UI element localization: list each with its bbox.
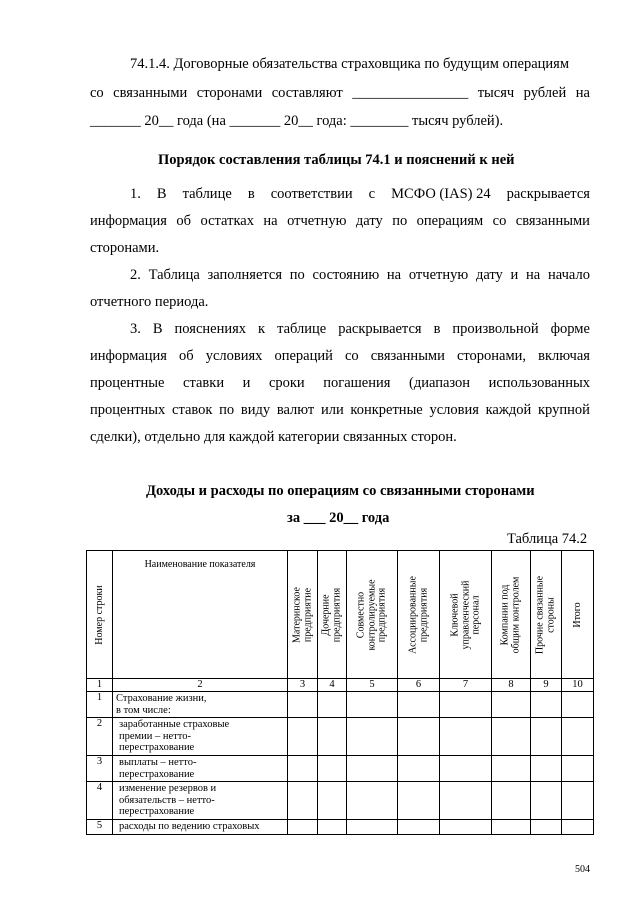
item1-line2 bbox=[90, 213, 590, 230]
header-key-management bbox=[440, 551, 492, 679]
word: со bbox=[492, 213, 507, 229]
table-label: Таблица 74.2 bbox=[507, 531, 588, 547]
value-cell[interactable] bbox=[440, 820, 492, 835]
table-row bbox=[87, 820, 594, 835]
value-cell[interactable] bbox=[440, 692, 492, 718]
value-cell[interactable] bbox=[347, 782, 398, 820]
word: таблице bbox=[277, 321, 327, 337]
word: ставок bbox=[172, 402, 213, 418]
table-period: за ___ 20__ года bbox=[287, 510, 390, 526]
header-line: Материнское bbox=[291, 586, 302, 643]
item3-line5: сделки), отдельно для каждой категории связанных сторон. bbox=[90, 429, 457, 445]
section-heading: Порядок составления таблицы 74.1 и пояснений к ней bbox=[158, 152, 515, 168]
value-cell[interactable] bbox=[531, 782, 562, 820]
word: В bbox=[152, 321, 163, 337]
word: сторонами, bbox=[456, 348, 527, 364]
column-number-row bbox=[87, 679, 594, 692]
word: в bbox=[247, 186, 255, 202]
value-cell[interactable] bbox=[562, 756, 594, 782]
column-number: 10 bbox=[562, 679, 594, 692]
value-cell[interactable] bbox=[492, 756, 531, 782]
value-cell[interactable] bbox=[288, 820, 318, 835]
header-line: предприятия bbox=[331, 587, 342, 642]
indicator-name-line: перестрахование bbox=[119, 742, 195, 753]
word: конкретные bbox=[350, 402, 423, 418]
word: крупной bbox=[537, 402, 590, 418]
word: произвольной bbox=[452, 321, 539, 337]
word: пояснениях bbox=[174, 321, 247, 337]
word: связанными bbox=[515, 213, 590, 229]
word: связанными bbox=[370, 348, 445, 364]
word: соответствии bbox=[270, 186, 353, 202]
word: информация bbox=[90, 213, 167, 229]
word: сроки bbox=[268, 375, 305, 391]
header-line: предприятия bbox=[417, 587, 429, 642]
word: состоянию bbox=[312, 267, 380, 283]
row-number-cell: 5 bbox=[87, 820, 113, 835]
value-cell[interactable] bbox=[398, 692, 440, 718]
value-cell[interactable] bbox=[440, 756, 492, 782]
word: 1. bbox=[130, 186, 141, 202]
table-header-row bbox=[87, 551, 594, 679]
indicator-name-line: перестрахование bbox=[119, 806, 195, 817]
header-common-control bbox=[492, 551, 531, 679]
item3-line2 bbox=[90, 348, 590, 365]
word: таблице bbox=[182, 186, 232, 202]
column-number: 4 bbox=[318, 679, 347, 692]
value-cell[interactable] bbox=[288, 692, 318, 718]
word: со bbox=[344, 348, 359, 364]
header-line: Ассоциированные bbox=[407, 575, 418, 654]
header-line: предприятия bbox=[376, 587, 388, 642]
word: (диапазон bbox=[408, 375, 471, 391]
word: об bbox=[178, 348, 194, 364]
item2-line1 bbox=[130, 267, 590, 284]
indicator-name-line: обязательств – нетто- bbox=[119, 794, 215, 806]
value-cell[interactable] bbox=[398, 820, 440, 835]
value-cell[interactable] bbox=[318, 718, 347, 756]
word: и bbox=[242, 375, 251, 391]
value-cell[interactable] bbox=[492, 692, 531, 718]
word: виду bbox=[240, 402, 271, 418]
header-line: Совместно bbox=[355, 591, 367, 638]
indicator-name-cell bbox=[113, 782, 288, 820]
word: с bbox=[368, 186, 376, 202]
value-cell[interactable] bbox=[347, 756, 398, 782]
item1-line3: сторонами. bbox=[90, 240, 160, 256]
word: на bbox=[575, 85, 590, 101]
value-cell[interactable] bbox=[492, 820, 531, 835]
indicator-name-line: перестрахование bbox=[119, 768, 195, 780]
value-cell[interactable] bbox=[398, 782, 440, 820]
value-cell[interactable] bbox=[347, 820, 398, 835]
table-title: Доходы и расходы по операциям со связанными сторонами bbox=[146, 483, 535, 499]
value-cell[interactable] bbox=[562, 820, 594, 835]
word: заполняется bbox=[207, 267, 283, 283]
column-number: 2 bbox=[113, 679, 288, 692]
word: на bbox=[263, 213, 278, 229]
word: использованных bbox=[488, 375, 590, 391]
word: дату bbox=[475, 267, 503, 283]
word: включая bbox=[538, 348, 590, 364]
header-line: контролируемые bbox=[365, 578, 377, 651]
value-cell[interactable] bbox=[318, 782, 347, 820]
indicator-name-line: премии – нетто- bbox=[119, 730, 191, 742]
header-row-number: Номер строки bbox=[87, 551, 113, 679]
header-line: предприятие bbox=[301, 587, 313, 642]
word: 3. bbox=[130, 321, 141, 337]
indicator-name-line: изменение резервов и bbox=[119, 783, 217, 794]
word: раскрывается bbox=[338, 321, 422, 337]
word: процентные bbox=[90, 375, 165, 391]
table-row bbox=[87, 782, 594, 820]
row-number-cell: 3 bbox=[87, 756, 113, 782]
value-cell[interactable] bbox=[318, 756, 347, 782]
header-line: Компании под bbox=[499, 584, 511, 645]
indicator-name-cell bbox=[113, 756, 288, 782]
indicator-name-line: в том числе: bbox=[116, 704, 171, 716]
indicator-name-line: расходы по ведению страховых bbox=[119, 821, 260, 832]
value-cell[interactable] bbox=[492, 782, 531, 820]
value-cell[interactable] bbox=[492, 718, 531, 756]
word: операций bbox=[274, 348, 333, 364]
word: в bbox=[433, 321, 441, 337]
header-joint-control bbox=[347, 551, 398, 679]
column-number: 8 bbox=[492, 679, 531, 692]
value-cell[interactable] bbox=[531, 692, 562, 718]
indicator-name-cell bbox=[113, 718, 288, 756]
column-number: 6 bbox=[398, 679, 440, 692]
value-cell[interactable] bbox=[398, 718, 440, 756]
word: со bbox=[90, 85, 104, 101]
table-row bbox=[87, 718, 594, 756]
item3-line1 bbox=[130, 321, 590, 338]
word: форме bbox=[550, 321, 590, 337]
header-line: Прочие связанные bbox=[534, 575, 546, 654]
value-cell[interactable] bbox=[562, 718, 594, 756]
header-line: персонал bbox=[469, 594, 481, 635]
word: тысяч bbox=[477, 85, 515, 101]
word: об bbox=[176, 213, 192, 229]
word: остатках bbox=[200, 213, 254, 229]
word: операциям bbox=[416, 213, 484, 229]
header-indicator: Наименование показателя bbox=[113, 551, 288, 679]
word: по bbox=[219, 402, 235, 418]
value-cell[interactable] bbox=[562, 782, 594, 820]
word: раскрывается bbox=[506, 186, 590, 202]
value-cell[interactable] bbox=[440, 718, 492, 756]
para-74-1-4-line1: 74.1.4. Договорные обязательства страховщика по будущим операциям bbox=[130, 56, 570, 72]
header-other-related bbox=[531, 551, 562, 679]
row-number-cell: 4 bbox=[87, 782, 113, 820]
header-parent bbox=[288, 551, 318, 679]
indicator-name-line: заработанные страховые bbox=[119, 719, 230, 730]
value-cell[interactable] bbox=[288, 782, 318, 820]
word: отчетную bbox=[287, 213, 347, 229]
row-number-cell: 2 bbox=[87, 718, 113, 756]
header-line: Ключевой bbox=[448, 592, 460, 637]
column-number: 5 bbox=[347, 679, 398, 692]
word: 2. bbox=[130, 267, 141, 283]
word: сторонами bbox=[196, 85, 263, 101]
value-cell[interactable] bbox=[398, 756, 440, 782]
word: составляют bbox=[271, 85, 343, 101]
indicator-name-line: выплаты – нетто- bbox=[119, 757, 197, 768]
item2-line2: отчетного периода. bbox=[90, 294, 209, 310]
item3-line4 bbox=[90, 402, 590, 419]
column-number: 9 bbox=[531, 679, 562, 692]
value-cell[interactable] bbox=[288, 756, 318, 782]
header-line: общим контролем bbox=[510, 576, 521, 653]
word: валют bbox=[276, 402, 315, 418]
word: погашения bbox=[323, 375, 391, 391]
value-cell[interactable] bbox=[288, 718, 318, 756]
value-cell[interactable] bbox=[531, 820, 562, 835]
indicator-name-cell bbox=[113, 692, 288, 718]
word: связанными bbox=[113, 85, 188, 101]
indicator-name-line: Страхование жизни, bbox=[116, 693, 207, 704]
indicator-name-cell bbox=[113, 820, 288, 835]
word: МСФО (IAS) 24 bbox=[391, 186, 491, 202]
header-line: Дочерние bbox=[320, 593, 332, 636]
word: информация bbox=[90, 348, 167, 364]
word: отчетную bbox=[408, 267, 469, 283]
word: условиях bbox=[205, 348, 263, 364]
value-cell[interactable] bbox=[440, 782, 492, 820]
header-total: Итого bbox=[562, 551, 594, 679]
value-cell[interactable] bbox=[562, 692, 594, 718]
word: по bbox=[392, 213, 408, 229]
word: по bbox=[289, 267, 305, 283]
header-line: управленческий bbox=[459, 580, 471, 649]
column-number: 1 bbox=[87, 679, 113, 692]
value-cell[interactable] bbox=[531, 756, 562, 782]
word: условия bbox=[429, 402, 479, 418]
header-line: стороны bbox=[545, 596, 556, 633]
word: процентных bbox=[90, 402, 166, 418]
word: дату bbox=[355, 213, 383, 229]
word: ________________ bbox=[352, 85, 469, 101]
word: к bbox=[258, 321, 266, 337]
page-number: 504 bbox=[575, 864, 590, 875]
word: каждой bbox=[485, 402, 532, 418]
para-74-1-4-line3: _______ 20__ года (на _______ 20__ года: ________ тысяч рублей). bbox=[90, 113, 504, 129]
value-cell[interactable] bbox=[347, 692, 398, 718]
word: и bbox=[510, 267, 519, 283]
word: рублей bbox=[523, 85, 567, 101]
value-cell[interactable] bbox=[318, 692, 347, 718]
header-associates bbox=[398, 551, 440, 679]
item3-line3 bbox=[90, 375, 590, 392]
table-row bbox=[87, 756, 594, 782]
table-row bbox=[87, 692, 594, 718]
word: ставки bbox=[183, 375, 225, 391]
word: начало bbox=[548, 267, 590, 283]
value-cell[interactable] bbox=[347, 718, 398, 756]
word: В bbox=[156, 186, 167, 202]
word: на bbox=[386, 267, 402, 283]
word: на bbox=[526, 267, 541, 283]
word: или bbox=[320, 402, 344, 418]
para-74-1-4-line2 bbox=[90, 85, 590, 102]
column-number: 3 bbox=[288, 679, 318, 692]
related-party-income-expense-table bbox=[86, 550, 594, 835]
header-subsidiary bbox=[318, 551, 347, 679]
row-number-cell: 1 bbox=[87, 692, 113, 718]
value-cell[interactable] bbox=[318, 820, 347, 835]
value-cell[interactable] bbox=[531, 718, 562, 756]
item1-line1 bbox=[130, 186, 590, 203]
column-number: 7 bbox=[440, 679, 492, 692]
word: Таблица bbox=[148, 267, 200, 283]
